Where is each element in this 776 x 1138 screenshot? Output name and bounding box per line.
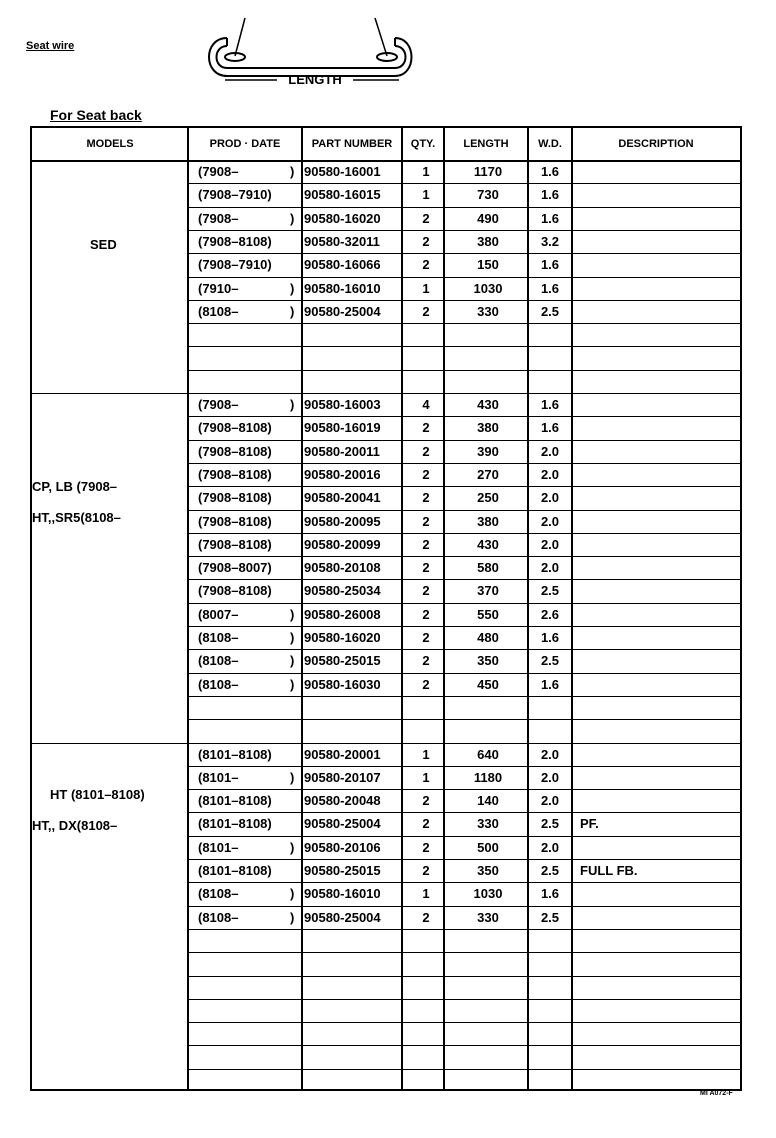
cell-wd: 2.5 — [540, 303, 560, 319]
cell-part-number: 90580-16010 — [304, 280, 381, 296]
cell-qty: 2 — [422, 210, 430, 226]
cell-wd: 2.6 — [540, 606, 560, 622]
cell-prod-date: (8108– — [198, 886, 239, 902]
cell-prod-date: (8101–8108) — [198, 816, 272, 832]
cell-qty: 2 — [422, 653, 430, 669]
length-label: LENGTH — [288, 72, 342, 87]
cell-part-number: 90580-20099 — [304, 536, 381, 552]
cell-length: 450 — [477, 676, 499, 692]
cell-length: 1180 — [473, 769, 503, 785]
cell-qty: 2 — [422, 443, 430, 459]
header-prod-date: PROD · DATE — [209, 138, 281, 150]
cell-prod-date: (8108– — [198, 676, 239, 692]
cell-qty: 1 — [422, 187, 430, 203]
cell-prod-date: (7908– — [198, 210, 239, 226]
cell-qty: 2 — [422, 793, 430, 809]
cell-qty: 2 — [422, 536, 430, 552]
page-code: MI A072-F — [700, 1090, 733, 1097]
cell-qty: 2 — [422, 583, 430, 599]
cell-qty: 2 — [422, 466, 430, 482]
cell-prod-date: (8108– — [198, 909, 239, 925]
cell-part-number: 90580-25015 — [304, 653, 381, 669]
cell-qty: 2 — [422, 233, 430, 249]
cell-length: 580 — [477, 560, 499, 576]
cell-length: 350 — [477, 653, 499, 669]
cell-part-number: 90580-20107 — [304, 769, 381, 785]
cell-description: PF. — [580, 816, 599, 832]
cell-qty: 1 — [422, 746, 430, 762]
cell-qty: 2 — [422, 816, 430, 832]
column-divider — [187, 128, 189, 1089]
row-divider — [188, 1022, 740, 1023]
cell-wd: 1.6 — [540, 164, 560, 179]
cell-prod-date-close: ) — [290, 886, 295, 902]
cell-prod-date: (7908–8108) — [198, 490, 272, 506]
column-divider — [571, 128, 573, 1089]
cell-prod-date: (8108– — [198, 653, 239, 669]
cell-part-number: 90580-16015 — [304, 187, 381, 203]
cell-length: 1030 — [473, 280, 503, 296]
cell-wd: 1.6 — [540, 257, 560, 273]
row-divider — [188, 999, 740, 1000]
cell-prod-date-close: ) — [290, 630, 295, 645]
row-divider — [188, 976, 740, 977]
cell-part-number: 90580-16030 — [304, 676, 381, 692]
row-divider — [188, 370, 740, 371]
cell-wd: 3.2 — [540, 233, 560, 249]
cell-wd: 2.5 — [540, 863, 560, 878]
header-models: MODELS — [86, 138, 134, 150]
cell-length: 480 — [477, 630, 499, 645]
seat-wire-label: Seat wire — [26, 40, 75, 52]
column-divider — [301, 128, 303, 1089]
model-label: SED — [90, 236, 117, 252]
cell-qty: 2 — [422, 257, 430, 273]
cell-prod-date: (7908– — [198, 397, 239, 412]
cell-part-number: 90580-20048 — [304, 793, 381, 809]
cell-part-number: 90580-16066 — [304, 257, 381, 273]
wire-icon — [195, 16, 425, 96]
cell-prod-date: (8101–8108) — [198, 746, 272, 762]
cell-length: 1030 — [473, 886, 503, 902]
cell-prod-date-close: ) — [290, 909, 295, 925]
cell-prod-date: (7908–7910) — [198, 257, 272, 273]
cell-length: 730 — [477, 187, 499, 203]
cell-part-number: 90580-16020 — [304, 630, 381, 645]
cell-prod-date-close: ) — [290, 676, 295, 692]
cell-description: FULL FB. — [580, 863, 638, 878]
cell-prod-date: (8007– — [198, 606, 239, 622]
cell-length: 380 — [477, 233, 499, 249]
cell-part-number: 90580-20106 — [304, 839, 381, 855]
cell-wd: 2.0 — [540, 536, 560, 552]
cell-prod-date-close: ) — [290, 769, 295, 785]
cell-qty: 2 — [422, 560, 430, 576]
cell-prod-date: (7908–8108) — [198, 536, 272, 552]
cell-qty: 2 — [422, 303, 430, 319]
cell-qty: 1 — [422, 886, 430, 902]
row-divider — [188, 1069, 740, 1070]
cell-part-number: 90580-16001 — [304, 164, 381, 179]
cell-wd: 1.6 — [540, 187, 560, 203]
cell-qty: 2 — [422, 630, 430, 645]
cell-qty: 2 — [422, 909, 430, 925]
cell-length: 390 — [477, 443, 499, 459]
cell-prod-date: (8108– — [198, 630, 239, 645]
cell-wd: 2.0 — [540, 769, 560, 785]
cell-part-number: 90580-20001 — [304, 746, 381, 762]
cell-length: 250 — [477, 490, 499, 506]
cell-length: 430 — [477, 536, 499, 552]
cell-part-number: 90580-32011 — [304, 233, 380, 249]
cell-prod-date-close: ) — [290, 303, 295, 319]
cell-qty: 2 — [422, 420, 430, 436]
row-divider — [188, 719, 740, 720]
header-qty: QTY. — [410, 138, 436, 150]
cell-qty: 1 — [422, 280, 430, 296]
model-label: HT (8101–8108) — [50, 786, 145, 802]
cell-prod-date: (7908–8108) — [198, 420, 272, 436]
cell-qty: 2 — [422, 863, 430, 878]
cell-prod-date: (7908–8108) — [198, 513, 272, 529]
cell-wd: 2.0 — [540, 443, 560, 459]
cell-wd: 2.0 — [540, 839, 560, 855]
cell-wd: 2.0 — [540, 746, 560, 762]
model-label: HT,,SR5(8108– — [32, 509, 121, 525]
cell-part-number: 90580-16003 — [304, 397, 381, 412]
row-divider — [188, 346, 740, 347]
cell-wd: 1.6 — [540, 280, 560, 296]
cell-wd: 1.6 — [540, 886, 560, 902]
for-seat-back-label: For Seat back — [50, 107, 142, 123]
cell-prod-date: (8108– — [198, 303, 239, 319]
cell-prod-date: (7908–8007) — [198, 560, 272, 576]
cell-prod-date-close: ) — [290, 606, 295, 622]
model-label: HT,, DX(8108– — [32, 818, 118, 834]
cell-length: 490 — [477, 210, 499, 226]
cell-prod-date-close: ) — [290, 839, 295, 855]
row-divider — [188, 929, 740, 930]
cell-prod-date: (7908–8108) — [198, 466, 272, 482]
cell-part-number: 90580-25004 — [304, 816, 381, 832]
cell-length: 380 — [477, 513, 499, 529]
cell-qty: 2 — [422, 839, 430, 855]
cell-part-number: 90580-20041 — [304, 490, 381, 506]
cell-part-number: 90580-25034 — [304, 583, 381, 599]
cell-prod-date-close: ) — [290, 397, 295, 412]
cell-wd: 2.0 — [540, 466, 560, 482]
model-label: CP, LB (7908– — [32, 479, 118, 495]
cell-prod-date-close: ) — [290, 653, 295, 669]
cell-length: 330 — [477, 303, 499, 319]
cell-prod-date: (8101–8108) — [198, 863, 272, 878]
cell-qty: 1 — [422, 769, 430, 785]
cell-part-number: 90580-20011 — [304, 443, 380, 459]
cell-length: 550 — [477, 606, 499, 622]
cell-wd: 2.5 — [540, 816, 560, 832]
cell-length: 270 — [477, 466, 499, 482]
cell-prod-date-close: ) — [290, 164, 295, 179]
cell-qty: 4 — [422, 397, 430, 412]
cell-prod-date: (8101– — [198, 769, 239, 785]
wire-length-diagram — [195, 16, 425, 101]
cell-length: 500 — [477, 839, 499, 855]
cell-part-number: 90580-25004 — [304, 909, 381, 925]
cell-length: 350 — [477, 863, 499, 878]
header-part-number: PART NUMBER — [311, 138, 393, 150]
cell-wd: 2.0 — [540, 793, 560, 809]
cell-prod-date: (7908–8108) — [198, 233, 272, 249]
cell-prod-date: (7908–8108) — [198, 443, 272, 459]
cell-prod-date-close: ) — [290, 210, 295, 226]
cell-part-number: 90580-26008 — [304, 606, 381, 622]
cell-length: 330 — [477, 816, 499, 832]
cell-qty: 2 — [422, 490, 430, 506]
cell-part-number: 90580-16019 — [304, 420, 381, 436]
row-divider — [188, 1045, 740, 1046]
cell-part-number: 90580-16010 — [304, 886, 381, 902]
cell-wd: 2.5 — [540, 909, 560, 925]
cell-prod-date: (7908–8108) — [198, 583, 272, 599]
row-divider — [188, 323, 740, 324]
cell-prod-date: (8101– — [198, 839, 239, 855]
cell-wd: 1.6 — [540, 420, 560, 436]
cell-wd: 2.5 — [540, 583, 560, 599]
cell-qty: 2 — [422, 676, 430, 692]
cell-length: 640 — [477, 746, 499, 762]
cell-wd: 2.0 — [540, 490, 560, 506]
cell-length: 370 — [477, 583, 499, 599]
cell-length: 150 — [477, 257, 499, 273]
cell-part-number: 90580-20016 — [304, 466, 381, 482]
cell-qty: 2 — [422, 513, 430, 529]
header-length: LENGTH — [463, 138, 509, 150]
cell-part-number: 90580-20095 — [304, 513, 381, 529]
seat-wire-table — [30, 126, 742, 1091]
row-divider — [188, 952, 740, 953]
cell-length: 430 — [477, 397, 499, 412]
cell-wd: 1.6 — [540, 676, 560, 692]
cell-length: 1170 — [473, 164, 503, 179]
cell-part-number: 90580-25004 — [304, 303, 381, 319]
cell-prod-date: (8101–8108) — [198, 793, 272, 809]
cell-prod-date: (7908– — [198, 164, 239, 179]
cell-wd: 2.0 — [540, 560, 560, 576]
cell-qty: 1 — [422, 164, 430, 179]
cell-wd: 1.6 — [540, 630, 560, 645]
cell-part-number: 90580-20108 — [304, 560, 381, 576]
cell-prod-date: (7908–7910) — [198, 187, 272, 203]
cell-part-number: 90580-25015 — [304, 863, 381, 878]
cell-prod-date-close: ) — [290, 280, 295, 296]
row-divider — [188, 696, 740, 697]
cell-length: 330 — [477, 909, 499, 925]
cell-part-number: 90580-16020 — [304, 210, 381, 226]
header-description: DESCRIPTION — [618, 138, 694, 150]
cell-wd: 1.6 — [540, 397, 560, 412]
cell-length: 140 — [477, 793, 499, 809]
cell-length: 380 — [477, 420, 499, 436]
cell-wd: 2.5 — [540, 653, 560, 669]
cell-qty: 2 — [422, 606, 430, 622]
cell-wd: 2.0 — [540, 513, 560, 529]
cell-wd: 1.6 — [540, 210, 560, 226]
cell-prod-date: (7910– — [198, 280, 239, 296]
header-wd: W.D. — [538, 138, 562, 150]
